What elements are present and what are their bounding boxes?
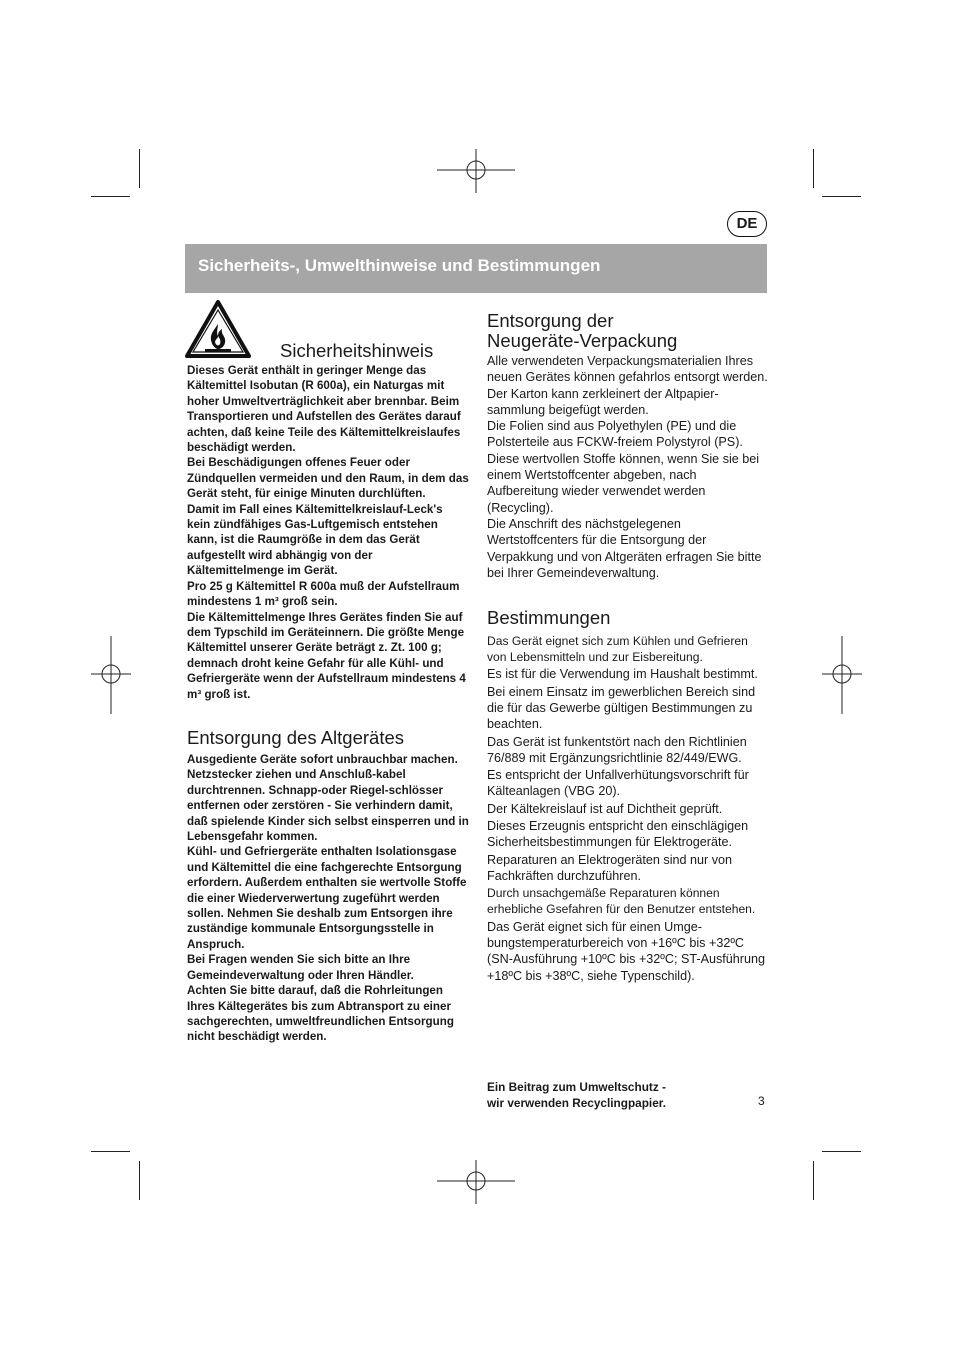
paragraph: Pro 25 g Kältemittel R 600a muß der Aufstellraum mindestens 1 m³ groß sein. bbox=[187, 579, 460, 609]
paragraph: Dieses Gerät enthält in geringer Menge das Kältemittel Isobutan (R 600a), ein Naturgas mit hoher Umweltverträglichkeit aber brennbar. Beim Transportieren und Aufstellen des Gerätes darauf achten, daß keine Teile des Kältemittelkreislaufes beschädigt werden. bbox=[187, 364, 461, 455]
registration-mark-icon bbox=[822, 636, 862, 714]
paragraph: Die Kältemittelmenge Ihres Gerätes finden Sie auf dem Typschild im Geräteinnern. Die größte Menge Kältemittel unserer Geräte beträgt z. Zt. 100 g; demnach droht keine Gefahr für alle Kühl- und Gefriergeräte wenn der Aufstellraum mindestens 4 m³ groß ist. bbox=[187, 610, 466, 701]
regulations-heading: Bestimmungen bbox=[487, 607, 611, 628]
paragraph: Damit im Fall eines Kältemittelkreislauf-Leck's kein zündfähiges Gas-Luftgemisch entstehen kann, ist die Raumgröße in dem das Gerät aufgestellt wird abhängig von der Kältemittelmenge im Gerät. bbox=[187, 502, 443, 578]
paragraph: Diese wertvollen Stoffe können, wenn Sie sie bei einem Wertstoffcenter abgeben, nach Aufbereitung wieder verwendet werden (Recycling). bbox=[487, 451, 760, 515]
paragraph: Die Folien sind aus Polyethylen (PE) und die Polsterteile aus FCKW-freiem Polystyrol (PS). bbox=[487, 419, 743, 450]
old-device-text bbox=[187, 752, 469, 1045]
language-badge: DE bbox=[727, 211, 767, 237]
section-title-bar bbox=[185, 244, 767, 293]
paragraph: Es ist für die Verwendung im Haushalt bestimmt. bbox=[487, 667, 758, 682]
registration-mark-icon bbox=[437, 149, 515, 193]
paragraph: Ausgediente Geräte sofort unbrauchbar machen. Netzstecker ziehen und Anschluß-kabel durchtrennen. Schnapp-oder Riegel-schlösser entfernen oder zerstören - Sie verhindern damit, daß spielende Kinder sich selbst einsperren und in Lebensgefahr kommen. bbox=[187, 753, 469, 844]
eco-note bbox=[487, 1080, 747, 1111]
paragraph: Durch unsachgemäße Reparaturen können erhebliche Gsefahren für den Benutzer entstehen. bbox=[487, 886, 756, 917]
paragraph: Reparaturen an Elektrogeräten sind nur von Fachkräften durchzuführen. bbox=[487, 852, 733, 883]
paragraph: Das Gerät eignet sich zum Kühlen und Gefrieren von Lebensmitteln und zur Eisbereitung. bbox=[487, 634, 748, 665]
paragraph: Es entspricht der Unfallverhütungsvorschrift für Kälteanlagen (VBG 20). bbox=[487, 768, 749, 799]
old-device-heading: Entsorgung des Altgerätes bbox=[187, 727, 405, 748]
packaging-text bbox=[487, 353, 769, 581]
paragraph: Das Gerät eignet sich für einen Umge-bungstemperaturbereich von +16ºC bis +32ºC (SN-Ausführung +10ºC bis +32ºC; ST-Ausführung +18ºC bis +38ºC, siehe Typenschild). bbox=[487, 919, 766, 983]
paragraph: Der Kältekreislauf ist auf Dichtheit geprüft. bbox=[487, 801, 723, 816]
registration-mark-icon bbox=[91, 636, 131, 714]
paragraph: Bei Fragen wenden Sie sich bitte an Ihre Gemeindeverwaltung oder Ihren Händler. bbox=[187, 953, 414, 982]
eco-note-line1: Ein Beitrag zum Umweltschutz - bbox=[487, 1080, 666, 1094]
paragraph: Bei einem Einsatz im gewerblichen Bereich sind die für das Gewerbe gültigen Bestimmungen zu beachten. bbox=[487, 684, 756, 732]
paragraph: Die Anschrift des nächstgelegenen Wertstoffcenters für die Entsorgung der Verpakkung und von Altgeräten erfragen Sie bitte bei Ihrer Gemeindeverwaltung. bbox=[487, 516, 762, 580]
paragraph: Dieses Erzeugnis entspricht den einschlägigen Sicherheitsbestimmungen für Elektrogeräte. bbox=[487, 819, 749, 850]
flammable-warning-icon bbox=[185, 300, 251, 358]
paragraph: Bei Beschädigungen offenes Feuer oder Zündquellen vermeiden und den Raum, in dem das Gerät steht, für einige Minuten durchlüften. bbox=[187, 456, 469, 501]
safety-heading: Sicherheitshinweis bbox=[280, 340, 434, 361]
paragraph: Das Gerät ist funkentstört nach den Richtlinien 76/889 mit Ergänzungsrichtlinie 82/449/EWG. bbox=[487, 734, 747, 765]
paragraph: Kühl- und Gefriergeräte enthalten Isolationsgase und Kältemittel die eine fachgerechte Entsorgung erfordern. Außerdem enthalten sie wertvolle Stoffe die einer Wiederverwertung zugeführt werden sollen. Nehmen Sie deshalb zum Entsorgen ihre zuständige kommunale Entsorgungsstelle in Anspruch. bbox=[187, 845, 467, 951]
registration-mark-icon bbox=[437, 1160, 515, 1204]
packaging-heading-line1: Entsorgung der bbox=[487, 310, 614, 331]
packaging-heading bbox=[487, 311, 769, 351]
page-title: Sicherheits-, Umwelthinweise und Bestimmungen bbox=[198, 256, 601, 275]
eco-note-line2: wir verwenden Recyclingpapier. bbox=[487, 1095, 666, 1110]
safety-text bbox=[187, 363, 469, 702]
regulations-text bbox=[487, 633, 769, 985]
paragraph: Alle verwendeten Verpackungsmaterialien Ihres neuen Gerätes können gefahrlos entsorgt werden. bbox=[487, 354, 768, 385]
packaging-heading-line2: Neugeräte-Verpackung bbox=[487, 330, 678, 351]
paragraph: Der Karton kann zerkleinert der Altpapier-sammlung beigefügt werden. bbox=[487, 386, 719, 417]
page-number: 3 bbox=[758, 1094, 765, 1108]
paragraph: Achten Sie bitte darauf, daß die Rohrleitungen Ihres Kältegerätes bis zum Abtransport zu einer sachgerechten, umweltfreundlichen Entsorgung nicht beschädigt werden. bbox=[187, 984, 454, 1044]
